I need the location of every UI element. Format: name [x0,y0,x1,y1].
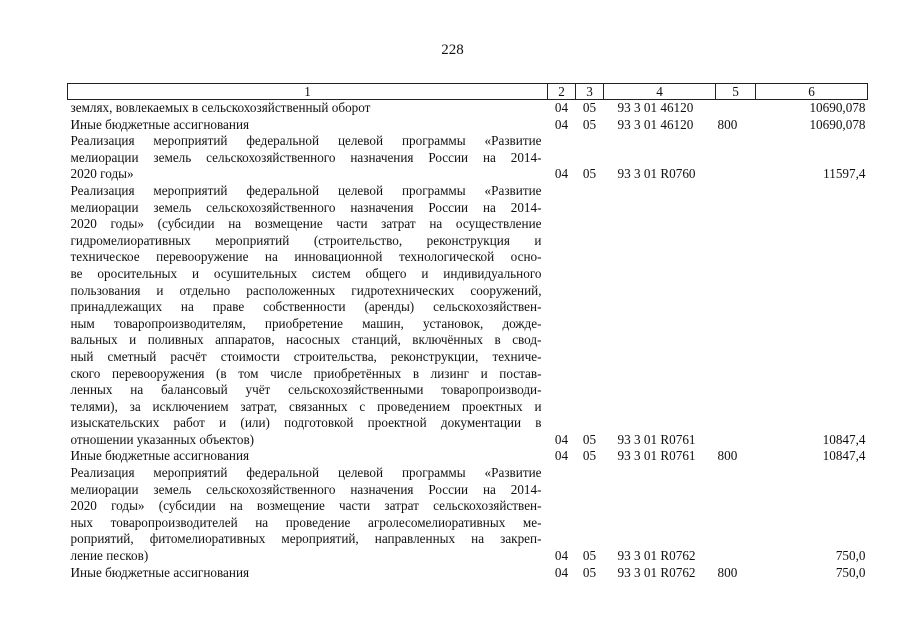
expense-type-code [716,465,756,565]
column-header: 4 [604,84,716,100]
description-line: отношении указанных объектов) [70,431,255,447]
description-line: 2020 годы» [70,166,134,182]
row-description [68,117,548,134]
description-line: ных товаропроизводителей на проведение агролесомелиоративных ме- [70,514,542,530]
description-line: мелиорации земель сельскохозяйственного назначения России на 2014- [70,149,542,165]
description-line: принадлежащих на праве собственности (аренды) сельскохозяйствен- [70,299,542,315]
row-description [68,100,548,117]
row-description [68,565,548,582]
subsection-code: 05 [582,431,597,447]
amount: 10847,4 [822,431,866,447]
amount: 11597,4 [823,166,866,182]
target-article-code: 93 3 01 46120 [617,116,694,132]
budget-table [67,83,868,581]
amount: 10847,4 [822,448,866,464]
amount: 10690,078 [809,116,866,132]
target-article-code: 93 3 01 R0760 [617,166,696,182]
description-line: ным товаропроизводителям, приобретение машин, установок, дожде- [70,315,542,331]
table-row [68,183,868,449]
description-line: Иные бюджетные ассигнования [70,116,250,132]
column-header: 3 [576,84,604,100]
section-code: 04 [554,448,569,464]
column-header: 6 [756,84,868,100]
table-row [68,117,868,134]
description-line: техническое перевооружение на инновационной технологической осно- [70,249,542,265]
table-row [68,565,868,582]
description-line: Иные бюджетные ассигнования [70,448,250,464]
amount: 750,0 [835,564,866,580]
table-row [68,448,868,465]
row-description [68,448,548,465]
target-article-code: 93 3 01 46120 [617,100,694,115]
column-header: 5 [716,84,756,100]
subsection-code: 05 [582,548,597,564]
description-line: ный сметный расчёт стоимости строительства, реконструкции, техниче- [70,348,542,364]
description-line: изыскательских работ и (или) подготовкой проектной документации в [70,415,542,431]
section-code: 04 [554,100,569,115]
subsection-code: 05 [582,448,597,464]
section-code: 04 [554,564,569,580]
expense-type-code [716,183,756,449]
target-article-code: 93 3 01 R0761 [617,431,696,447]
subsection-code: 05 [582,166,597,182]
section-code: 04 [554,116,569,132]
description-line: роприятий, фитомелиоративных мероприятий, направленных на закреп- [70,531,542,547]
target-article-code: 93 3 01 R0762 [617,548,696,564]
expense-type-code [716,133,756,183]
description-line: Иные бюджетные ассигнования [70,564,250,580]
description-line: вальных и поливных аппаратов, насосных станций, включённых в свод- [70,332,542,348]
description-line: гидромелиоративных мероприятий (строительство, реконструкция и [70,232,542,248]
subsection-code: 05 [582,564,597,580]
expense-type-code: 800 [717,448,738,464]
section-code: 04 [554,431,569,447]
table-row [68,465,868,565]
column-header: 2 [548,84,576,100]
description-line: ского перевооружения (в том числе приобретённых в лизинг и постав- [70,365,542,381]
amount: 10690,078 [809,100,866,115]
description-line: 2020 годы» (субсидии на возмещение части затрат на осуществление [70,216,542,232]
section-code: 04 [554,166,569,182]
budget-table-body [68,100,868,582]
description-line: 2020 годы» (субсидии на возмещение части затрат сельскохозяйствен- [70,498,542,514]
expense-type-code: 800 [717,116,738,132]
description-line: мелиорации земель сельскохозяйственного назначения России на 2014- [70,481,542,497]
description-line: ление песков) [70,548,149,564]
subsection-code: 05 [582,100,597,115]
description-line: мелиорации земель сельскохозяйственного назначения России на 2014- [70,199,542,215]
row-description [68,465,548,565]
column-header: 1 [68,84,548,100]
expense-type-code: 800 [717,564,738,580]
amount: 750,0 [835,548,866,564]
description-line: пользования и отдельно расположенных гидротехнических сооружений, [70,282,542,298]
description-line: телями), за исключением затрат, связанных с проведением проектных и [70,398,542,414]
expense-type-code [716,100,756,117]
section-code: 04 [554,548,569,564]
description-line: Реализация мероприятий федеральной целевой программы «Развитие [70,465,542,481]
target-article-code: 93 3 01 R0761 [617,448,696,464]
column-number-row [68,84,868,100]
description-line: Реализация мероприятий федеральной целевой программы «Развитие [70,182,542,198]
table-row [68,100,868,117]
description-line: ве оросительных и осушительных систем общего и индивидуального [70,265,542,281]
table-row [68,133,868,183]
row-description [68,133,548,183]
description-line: Реализация мероприятий федеральной целевой программы «Развитие [70,133,542,149]
description-line: землях, вовлекаемых в сельскохозяйственный оборот [70,100,371,115]
page-number: 228 [441,42,464,58]
row-description [68,183,548,449]
target-article-code: 93 3 01 R0762 [617,564,696,580]
subsection-code: 05 [582,116,597,132]
description-line: ленных на балансовый учёт сельскохозяйственными товаропроизводи- [70,382,542,398]
